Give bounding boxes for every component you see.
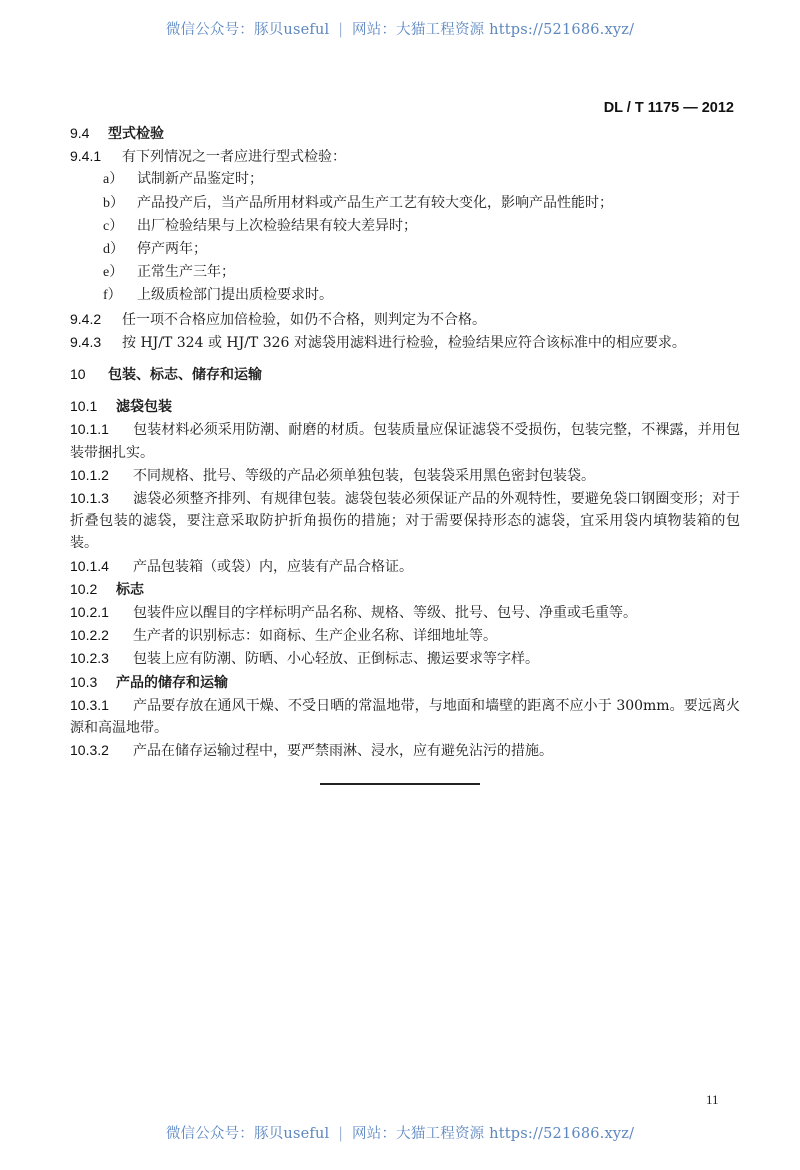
chapter-number: 10 xyxy=(70,366,86,383)
clause-text: 产品在储存运输过程中，要严禁雨淋、浸水，应有避免沾污的措施。 xyxy=(133,743,553,760)
standard-code: DL / T 1175 — 2012 xyxy=(603,100,734,116)
list-label: a） xyxy=(103,172,124,188)
section-10-1-heading xyxy=(70,395,740,418)
clause-10-2-3 xyxy=(70,647,740,670)
list-item-a xyxy=(70,168,740,191)
clause-10-1-1 xyxy=(70,418,740,463)
watermark-top xyxy=(0,18,800,39)
list-label: f） xyxy=(103,288,122,304)
chapter-10-heading xyxy=(70,363,740,386)
list-item-d xyxy=(70,238,740,261)
list-item-b xyxy=(70,192,740,215)
clause-10-3-1 xyxy=(70,694,740,739)
watermark-separator: | xyxy=(338,1126,344,1142)
section-number: 10.3 xyxy=(70,673,98,690)
clause-number: 10.1.4 xyxy=(70,557,109,574)
clause-number: 9.4.3 xyxy=(70,333,102,350)
clause-9-4-2 xyxy=(70,308,740,331)
clause-number: 10.2.3 xyxy=(70,650,109,667)
section-title: 滤袋包装 xyxy=(116,399,172,416)
list-text: 试制新产品鉴定时； xyxy=(137,171,263,188)
document-body xyxy=(70,122,740,762)
clause-number: 9.4.2 xyxy=(70,310,102,327)
section-9-4-heading xyxy=(70,122,740,145)
list-text: 停产两年； xyxy=(137,241,207,258)
list-text: 产品投产后，当产品所用材料或产品生产工艺有较大变化，影响产品性能时； xyxy=(137,194,613,211)
clause-text: 滤袋必须整齐排列、有规律包装。滤袋包装必须保证产品的外观特性，要避免袋口钢圈变形；对于折叠包装的滤袋，要注意采取防护折角损伤的措施；对于需要保持形态的滤袋，宜采用袋内填物装箱的包装。 xyxy=(70,491,740,552)
clause-10-2-1 xyxy=(70,601,740,624)
clause-number: 10.1.2 xyxy=(70,466,109,483)
list-text: 上级质检部门提出质检要求时。 xyxy=(137,287,333,304)
watermark-wechat: 微信公众号：豚贝useful xyxy=(165,1126,330,1142)
page-number: 11 xyxy=(706,1092,719,1107)
watermark-site: 网站：大猫工程资源 https://521686.xyz/ xyxy=(352,22,635,38)
clause-9-4-1 xyxy=(70,145,740,168)
clause-10-1-4 xyxy=(70,555,740,578)
watermark-bottom xyxy=(0,1122,800,1143)
clause-10-1-3 xyxy=(70,487,740,555)
section-title: 型式检验 xyxy=(108,126,164,142)
section-number: 10.2 xyxy=(70,580,98,597)
clause-number: 10.1.3 xyxy=(70,490,109,507)
clause-number: 9.4.1 xyxy=(70,148,102,165)
clause-text: 包装件应以醒目的字样标明产品名称、规格、等级、批号、包号、净重或毛重等。 xyxy=(133,605,637,622)
clause-text: 产品包装箱（或袋）内，应装有产品合格证。 xyxy=(133,558,413,575)
watermark-separator: | xyxy=(338,22,344,38)
clause-text: 包装材料必须采用防潮、耐磨的材质。包装质量应保证滤袋不受损伤，包装完整，不裸露，并用包装带捆扎实。 xyxy=(70,422,740,461)
section-title: 产品的储存和运输 xyxy=(116,674,228,691)
end-of-document-rule xyxy=(320,783,480,785)
clause-10-1-2 xyxy=(70,464,740,487)
clause-text: 产品要存放在通风干燥、不受日晒的常温地带，与地面和墙壁的距离不应小于 300mm。要远离火源和高温地带。 xyxy=(70,697,740,737)
clause-number: 10.2.2 xyxy=(70,627,109,644)
list-label: e） xyxy=(103,265,124,281)
watermark-site: 网站：大猫工程资源 https://521686.xyz/ xyxy=(352,1126,635,1142)
clause-number: 10.1.1 xyxy=(70,421,109,438)
section-10-3-heading xyxy=(70,671,740,694)
list-text: 正常生产三年； xyxy=(137,264,235,281)
clause-number: 10.3.1 xyxy=(70,696,109,713)
list-label: c） xyxy=(103,218,124,234)
list-item-f xyxy=(70,284,740,307)
list-item-c xyxy=(70,215,740,238)
clause-text: 不同规格、批号、等级的产品必须单独包装，包装袋采用黑色密封包装袋。 xyxy=(133,467,595,484)
section-10-2-heading xyxy=(70,578,740,601)
list-label: b） xyxy=(103,195,124,211)
list-item-e xyxy=(70,261,740,284)
clause-text: 按 HJ/T 324 或 HJ/T 326 对滤袋用滤料进行检验，检验结果应符合该标准中的相应要求。 xyxy=(122,334,686,351)
watermark-wechat: 微信公众号：豚贝useful xyxy=(165,22,330,38)
clause-number: 10.2.1 xyxy=(70,604,109,621)
section-number: 10.1 xyxy=(70,398,98,415)
clause-9-4-3 xyxy=(70,331,740,354)
chapter-title: 包装、标志、储存和运输 xyxy=(108,367,262,384)
clause-text: 生产者的识别标志：如商标、生产企业名称、详细地址等。 xyxy=(133,628,497,645)
clause-text: 任一项不合格应加倍检验，如仍不合格，则判定为不合格。 xyxy=(122,311,486,328)
clause-10-3-2 xyxy=(70,739,740,762)
list-label: d） xyxy=(103,242,124,258)
clause-10-2-2 xyxy=(70,624,740,647)
section-title: 标志 xyxy=(116,581,144,598)
list-text: 出厂检验结果与上次检验结果有较大差异时； xyxy=(137,217,417,234)
clause-text: 有下列情况之一者应进行型式检验： xyxy=(122,149,346,166)
clause-number: 10.3.2 xyxy=(70,742,109,759)
clause-text: 包装上应有防潮、防晒、小心轻放、正倒标志、搬运要求等字样。 xyxy=(133,651,539,668)
section-number: 9.4 xyxy=(70,125,90,141)
